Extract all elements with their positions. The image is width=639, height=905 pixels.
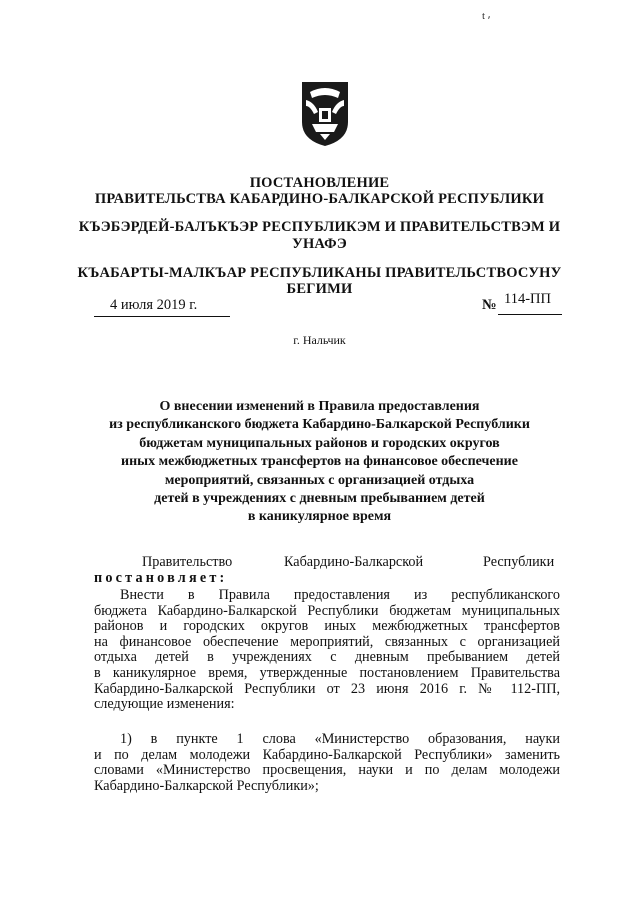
document-number: 114-ПП <box>504 291 551 307</box>
paragraph-line: следующие изменения: <box>94 696 235 713</box>
document-title <box>80 398 559 527</box>
paragraph-2 <box>94 732 560 794</box>
balkar-title-line2: БЕГИМИ <box>286 281 353 297</box>
title-line: в каникулярное время <box>247 509 392 525</box>
resolves-word: постановляет: <box>94 570 228 586</box>
date-underline <box>94 316 230 317</box>
paragraph-line: отдыха детей в учреждениях с дневным пребыванием детей <box>94 649 560 666</box>
intro-word-government: Правительство <box>142 554 233 570</box>
title-line: бюджетам муниципальных районов и городских округов <box>139 435 500 451</box>
paragraph-line: бюджета Кабардино-Балкарской Республики бюджетам муниципальных <box>94 602 560 619</box>
title-line: из республиканского бюджета Кабардино-Балкарской Республики <box>109 417 530 433</box>
number-underline <box>498 314 562 315</box>
paragraph-line: 1) в пункте 1 слова «Министерство образования, науки <box>120 731 560 747</box>
paragraph-line: на финансовое обеспечение мероприятий, связанных с организацией <box>94 633 560 650</box>
eagle-emblem-icon <box>300 78 350 148</box>
paragraph-line: словами «Министерство просвещения, науки и по делам молодежи <box>94 762 560 779</box>
paragraph-line: в каникулярное время, утвержденные постановлением Правительства <box>94 664 560 681</box>
kabardian-title-line1: КЪЭБЭРДЕЙ-БАЛЪКЪЭР РЕСПУБЛИКЭМ И ПРАВИТЕЛЬСТВЭМ И <box>78 219 561 235</box>
kabardian-title-line2: УНАФЭ <box>292 236 347 252</box>
corner-mark: t ⸴ <box>482 10 491 22</box>
paragraph-line: и по делам молодежи Кабардино-Балкарской Республики» заменить <box>94 746 560 763</box>
paragraph-line: Внести в Правила предоставления из республиканского <box>120 587 560 603</box>
balkar-title-line1: КЪАБАРТЫ-МАЛКЪАР РЕСПУБЛИКАНЫ ПРАВИТЕЛЬСТВОСУНУ <box>77 265 562 281</box>
paragraph-1 <box>94 588 560 713</box>
paragraph-line: Кабардино-Балкарской Республики»; <box>94 777 319 794</box>
title-line: О внесении изменений в Правила предоставления <box>159 399 480 414</box>
city: г. Нальчик <box>293 333 346 347</box>
intro-word-republic: Республики <box>483 554 555 570</box>
intro-word-republic-name: Кабардино-Балкарской <box>284 554 424 570</box>
paragraph-line: районов и городских округов иных межбюджетных трансфертов <box>94 618 560 635</box>
title-line: иных межбюджетных трансфертов на финансовое обеспечение <box>121 454 518 470</box>
paragraph-line: Кабардино-Балкарской Республики от 23 июня 2016 г. № 112-ПП, <box>94 680 560 697</box>
coat-of-arms-emblem <box>300 78 350 148</box>
document-date: 4 июля 2019 г. <box>110 297 198 313</box>
number-sign: № <box>482 297 497 313</box>
title-line: детей в учреждениях с дневным пребыванием детей <box>154 491 485 507</box>
title-line: мероприятий, связанных с организацией отдыха <box>164 472 475 488</box>
government-name: ПРАВИТЕЛЬСТВА КАБАРДИНО-БАЛКАРСКОЙ РЕСПУБЛИКИ <box>94 191 545 207</box>
doc-type-title: ПОСТАНОВЛЕНИЕ <box>249 175 390 191</box>
